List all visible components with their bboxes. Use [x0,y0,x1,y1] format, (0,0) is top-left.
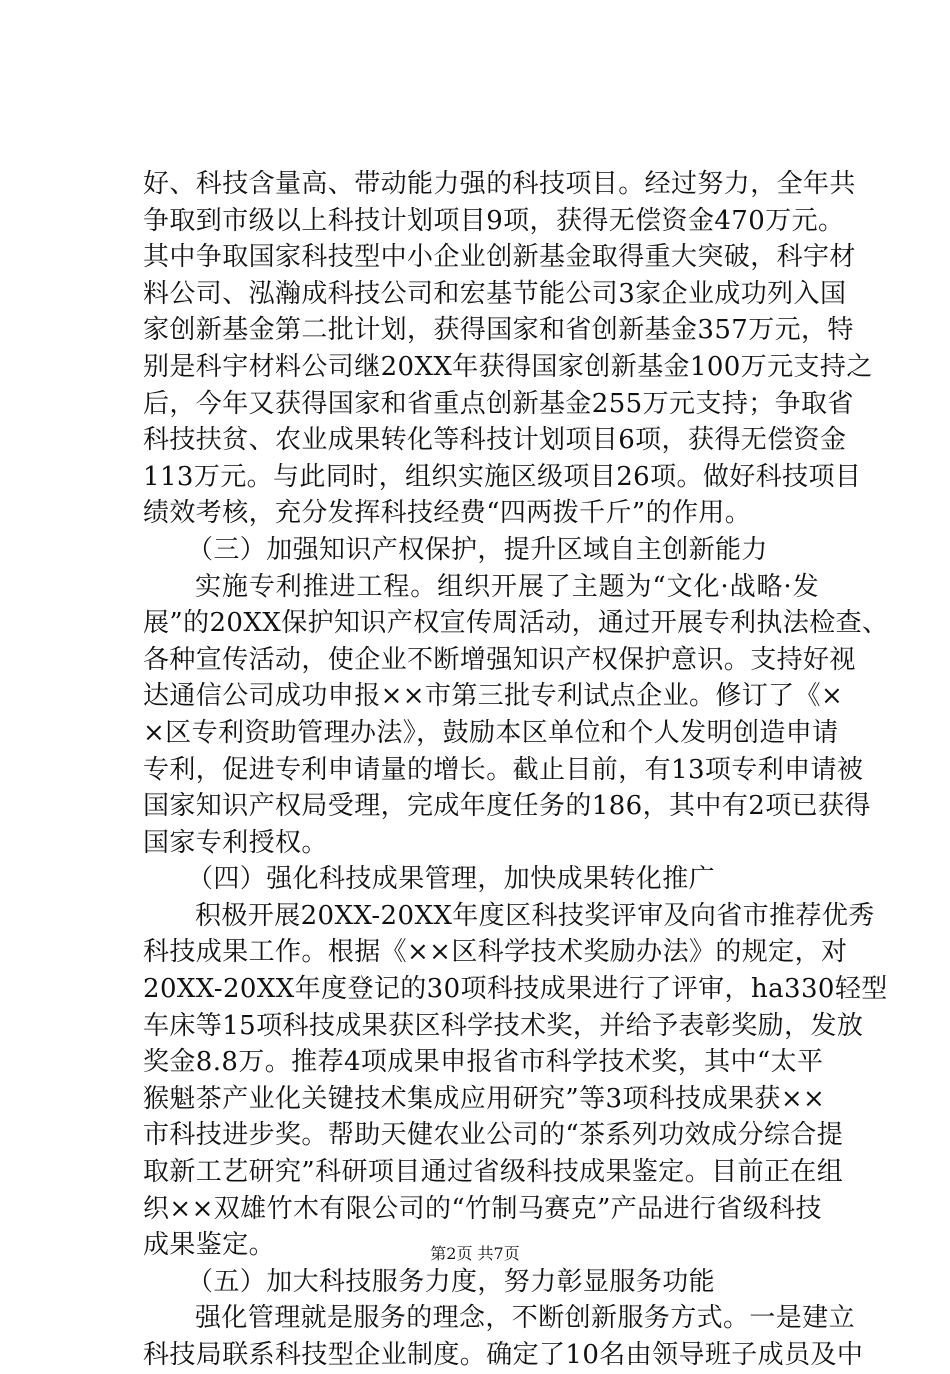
text-line: 家创新基金第二批计划，获得国家和省创新基金357万元，特 [143,315,854,346]
text-line: 实施专利推进工程。组织开展了主题为“文化·战略·发 [195,571,819,602]
text-line: ×区专利资助管理办法》，鼓励本区单位和个人发明创造申请 [143,717,839,748]
section-heading-3: （三）加强知识产权保护，提升区域自主创新能力 [187,534,768,565]
text-line: 113万元。与此同时，组织实施区级项目26项。做好科技项目 [143,461,862,492]
text-line: 成果鉴定。 [143,1230,276,1261]
text-line: 取新工艺研究”科研项目通过省级科技成果鉴定。目前正在组 [143,1157,844,1188]
text-line: 国家专利授权。 [143,827,328,858]
text-line: 别是科宇材料公司继20XX年获得国家创新基金100万元支持之 [143,351,873,382]
text-line: 强化管理就是服务的理念，不断创新服务方式。一是建立 [195,1303,856,1334]
text-line: 奖金8.8万。推荐4项成果申报省市科学技术奖，其中“太平 [143,1047,824,1078]
text-line: 绩效考核，充分发挥科技经费“四两拨千斤”的作用。 [143,498,752,529]
text-line: 市科技进步奖。帮助天健农业公司的“茶系列功效成分综合提 [143,1120,844,1151]
text-line: 争取到市级以上科技计划项目9项，获得无偿资金470万元。 [143,205,845,236]
text-line: 20XX-20XX年度登记的30项科技成果进行了评审，ha330轻型 [143,974,888,1005]
text-line: 织××双雄竹木有限公司的“竹制马赛克”产品进行省级科技 [143,1193,822,1224]
text-line: 科技局联系科技型企业制度。确定了10名由领导班子成员及中 [143,1340,864,1370]
text-line: 猴魁茶产业化关键技术集成应用研究”等3项科技成果获×× [143,1083,826,1114]
text-line: 科技成果工作。根据《××区科学技术奖励办法》的规定，对 [143,937,848,968]
text-line: 后，今年又获得国家和省重点创新基金255万元支持；争取省 [143,388,854,419]
text-line: 积极开展20XX-20XX年度区科技奖评审及向省市推荐优秀 [195,900,875,931]
text-line: 车床等15项科技成果获区科学技术奖，并给予表彰奖励，发放 [143,1010,864,1041]
text-line: 展”的20XX保护知识产权宣传周活动，通过开展专利执法检查、 [143,608,889,639]
text-line: 专利，促进专利申请量的增长。截止目前，有13项专利申请被 [143,754,864,785]
section-heading-5: （五）加大科技服务力度，努力彰显服务功能 [187,1266,716,1297]
text-line: 料公司、泓瀚成科技公司和宏基节能公司3家企业成功列入国 [143,278,847,309]
document-body [143,166,889,1374]
text-line: 科技扶贫、农业成果转化等科技计划项目6项，获得无偿资金 [143,425,847,456]
text-line: 国家知识产权局受理，完成年度任务的186，其中有2项已获得 [143,791,871,822]
section-heading-4: （四）强化科技成果管理，加快成果转化推广 [187,864,716,895]
text-line: 好、科技含量高、带动能力强的科技项目。经过努力，全年共 [143,169,856,199]
text-line: 达通信公司成功申报××市第三批专利试点企业。修订了《× [143,681,844,712]
page-footer: 第2页 共7页 [430,1244,520,1263]
text-line: 其中争取国家科技型中小企业创新基金取得重大突破，科宇材 [143,242,856,273]
text-line: 各种宣传活动，使企业不断增强知识产权保护意识。支持好视 [143,644,856,675]
